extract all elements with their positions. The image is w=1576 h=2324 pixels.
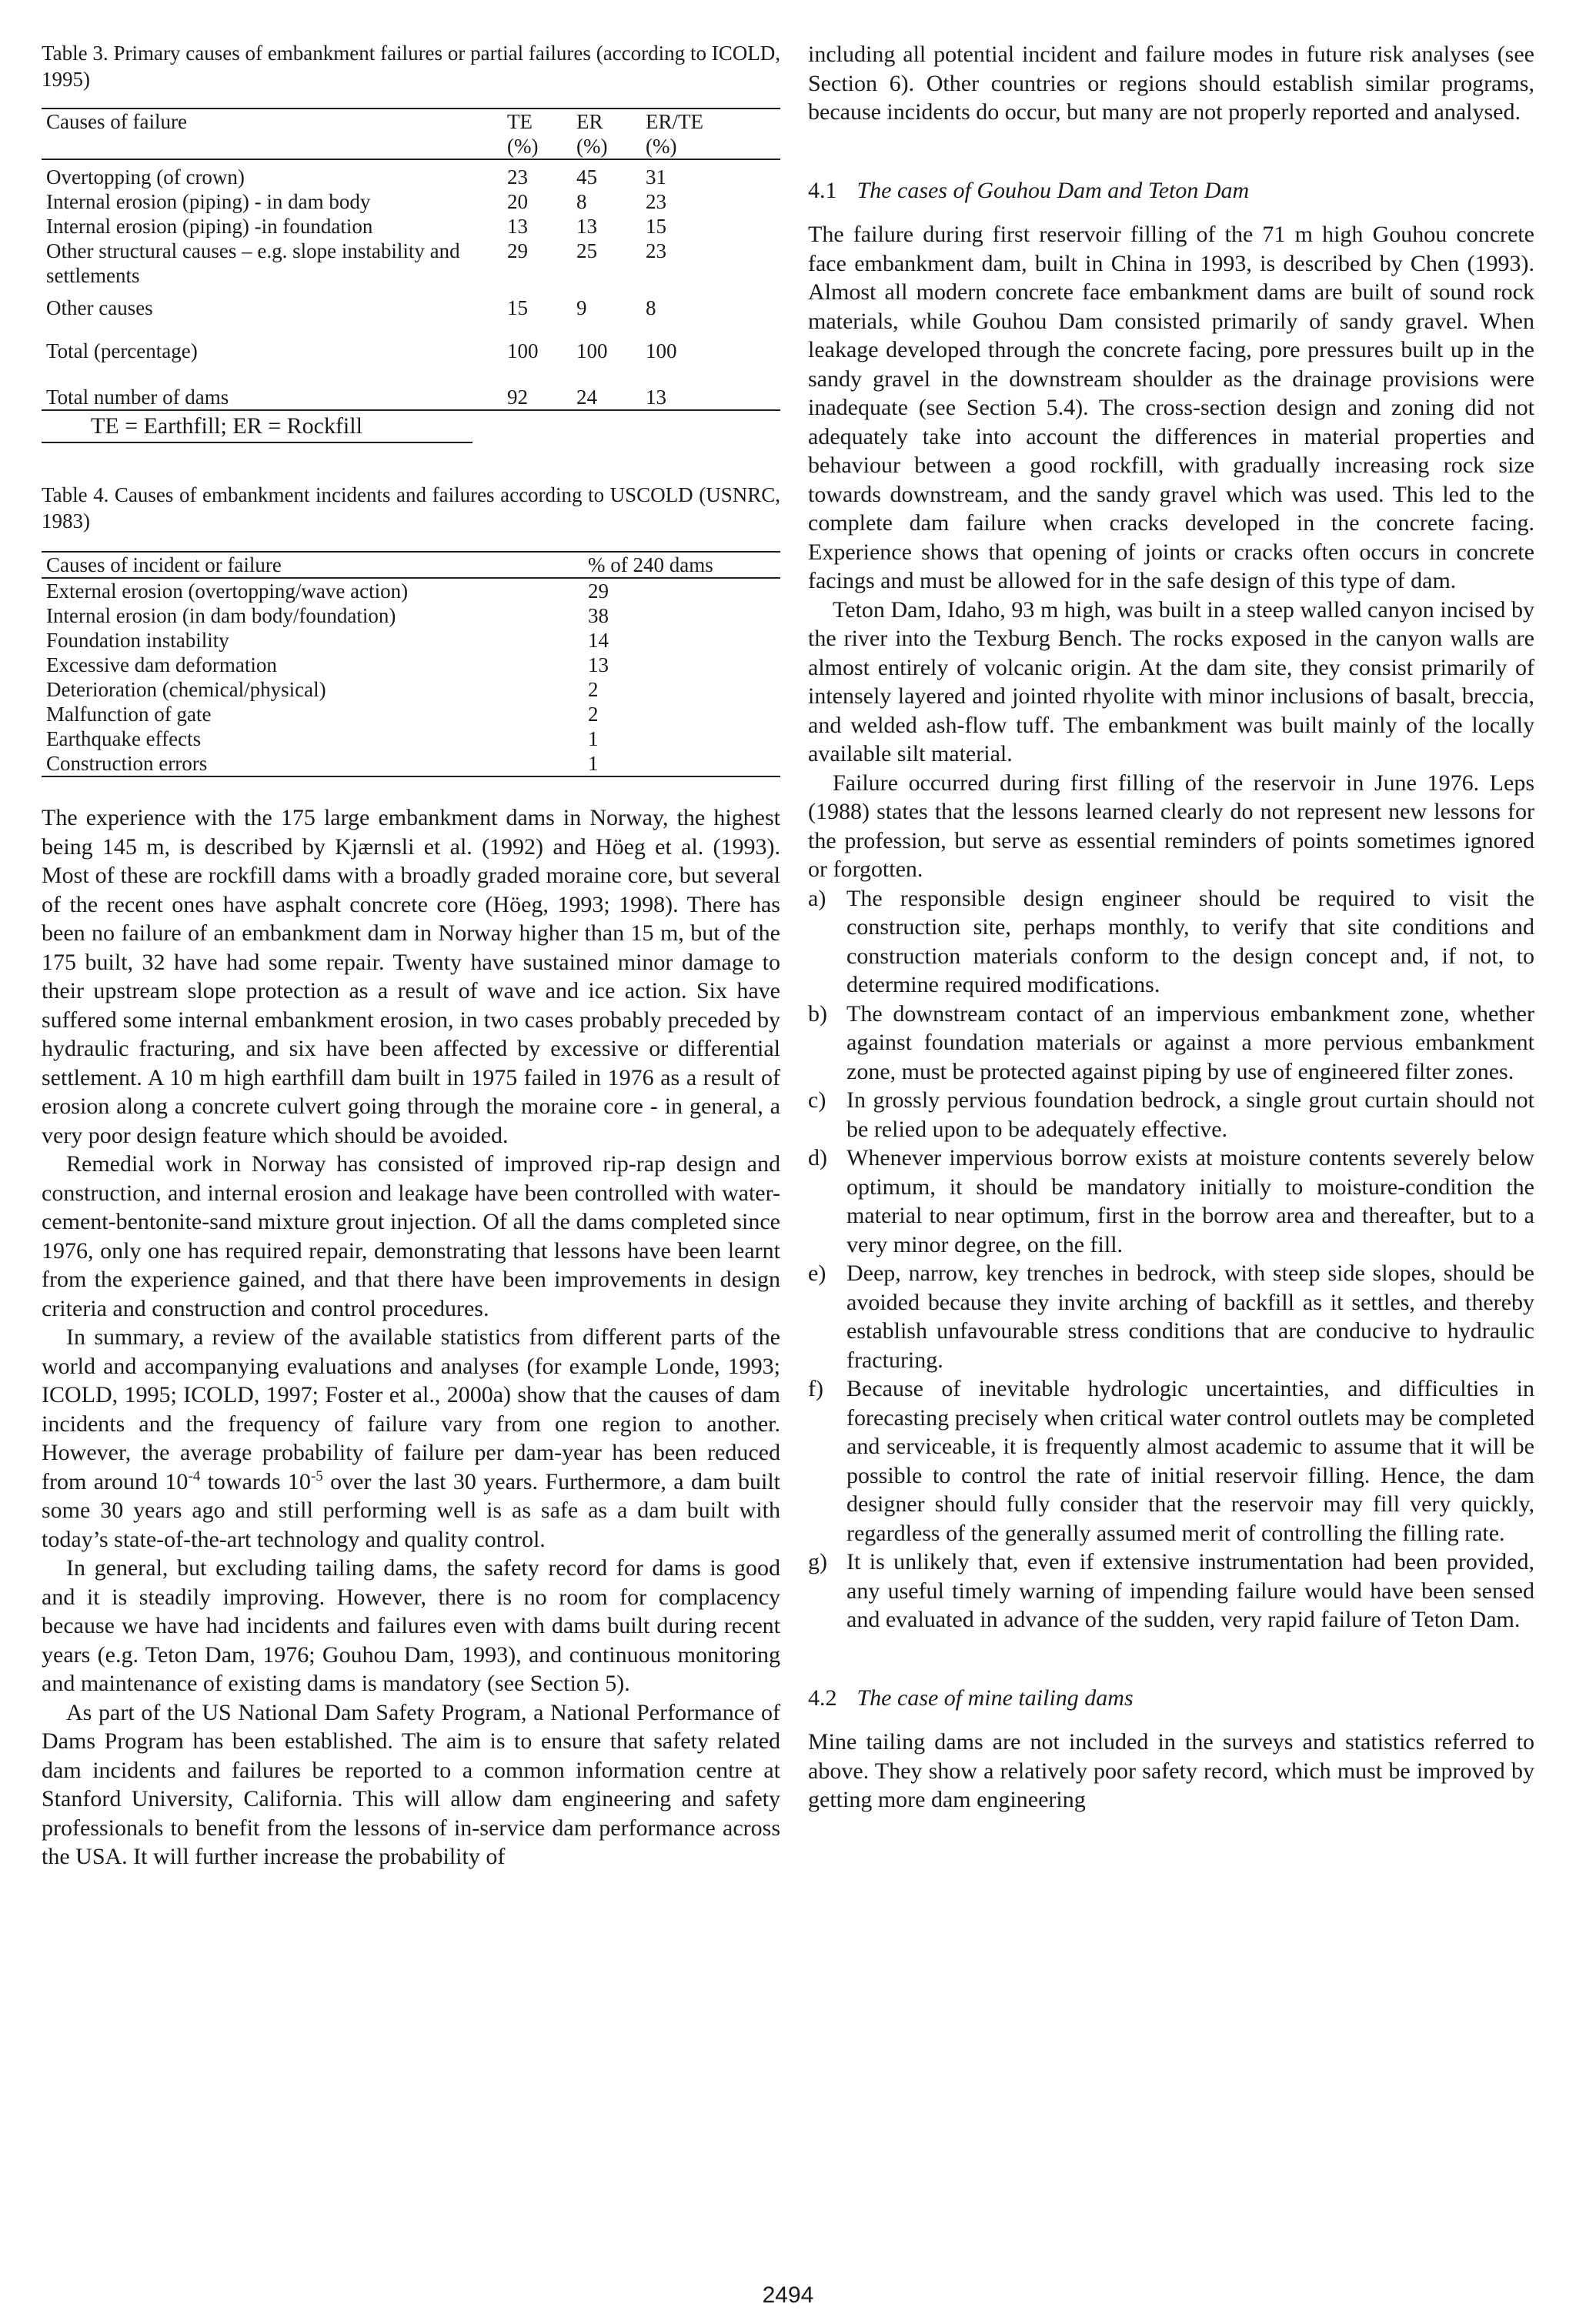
- table-row: Internal erosion (in dam body/foundation) 38: [46, 604, 609, 627]
- table3-unit-te: (%): [507, 135, 539, 158]
- table3: [42, 108, 780, 411]
- table3-unit-er: (%): [576, 135, 608, 158]
- right-column: [808, 40, 1534, 1815]
- table3-legend: TE = Earthfill; ER = Rockfill: [91, 413, 362, 439]
- paragraph-gouhou: The failure during first reservoir filling of the 71 m high Gouhou concrete face embankment dam, built in China in 1993, is described by Chen (1993). Almost all modern concrete face embankment dams are built of sound rock materials, while Gouhou Dam consisted primarily of sandy gravel. When leakage developed through the concrete facing, pore pressures built up in the sandy gravel in the downstream shoulder as the drainage provisions were inadequate (see Section 5.4). The cross-section design and zoning did not adequately take into account the differences in material properties and behaviour between a good rockfill, with gradually increasing rock size towards downstream, and the sandy gravel which was used. This led to the complete dam failure when cracks developed in the concrete facing. Experience shows that opening of joints or cracks often occurs in concrete facings and must be allowed for in the safe design of this type of dam.: [808, 222, 1534, 593]
- table-row: Internal erosion (piping) -in foundation 13 13 15: [46, 215, 666, 238]
- lessons-list: [808, 884, 1534, 1634]
- paragraph-remedial-work: Remedial work in Norway has consisted of improved rip-rap design and construction, and internal erosion and leakage have been controlled with water-cement-bentonite-sand mixture grout injection. Of all the dams completed since 1976, only one has required repair, demonstrating that lessons have been learnt from the experience gained, and that there have been improvements in design criteria and construction and control procedures.: [42, 1151, 780, 1321]
- table-row: Total number of dams 92 24 13: [42, 385, 780, 410]
- table-row: Overtopping (of crown) 23 45 31: [46, 165, 666, 189]
- table3-unit-erte: (%): [646, 135, 677, 158]
- paragraph-tailing-dams: Mine tailing dams are not included in the surveys and statistics referred to above. They show a relatively poor safety record, which must be improved by getting more dam engineering: [808, 1729, 1534, 1812]
- table-row: Internal erosion (piping) - in dam body 20 8 23: [46, 190, 666, 213]
- table-row: Deterioration (chemical/physical) 2: [46, 678, 599, 701]
- table3-header-erte: ER/TE: [646, 110, 703, 133]
- table-row: External erosion (overtopping/wave action) 29: [46, 579, 609, 603]
- table-row: Construction errors 1: [42, 751, 780, 776]
- table-row: Foundation instability 14: [46, 629, 609, 652]
- list-item: a) The responsible design engineer should be required to visit the construction site, perhaps monthly, to verify that site conditions and construction materials conform to the design concept and, if not, to determine required modifications.: [808, 885, 1534, 997]
- list-item: f) Because of inevitable hydrologic uncertainties, and difficulties in forecasting precisely when critical water control outlets may be completed and serviceable, it is frequently almost academic to assume that it will be possible to control the rate of initial reservoir filling. Hence, the dam designer should fully consider that the reservoir may fill very quickly, regardless of the generally assumed merit of controlling the filling rate.: [808, 1376, 1534, 1546]
- table3-header-cause: Causes of failure: [46, 110, 187, 133]
- table-row: Other causes 15 9 8: [46, 296, 656, 319]
- paragraph-intro: including all potential incident and failure modes in future risk analyses (see Section 6). Other countries or regions should establish similar programs, because incidents do occur, but many are not properly reported and analysed.: [808, 42, 1534, 125]
- table-row: Excessive dam deformation 13: [46, 653, 609, 676]
- table-row: Other structural causes – e.g. slope instability and settlements 29 25 23: [46, 239, 666, 287]
- list-item: b) The downstream contact of an impervious embankment zone, whether against foundation materials or against a more pervious embankment zone, must be protected against piping by use of engineered filter zones.: [808, 1000, 1534, 1084]
- table3-header-er: ER: [576, 110, 603, 133]
- list-item: g) It is unlikely that, even if extensive instrumentation had been provided, any useful timely warning of impending failure would have been sensed and evaluated in advance of the sudden, very rapid failure of Teton Dam.: [808, 1549, 1534, 1632]
- list-item: e) Deep, narrow, key trenches in bedrock, with steep side slopes, should be avoided because they invite arching of backfill as it settles, and thereby establish unfavourable stress conditions that are conducive to hydraulic fracturing.: [808, 1261, 1534, 1373]
- paragraph-dam-safety-program: As part of the US National Dam Safety Program, a National Performance of Dams Program has been established. The aim is to ensure that safety related dam incidents and failures be reported to a common information centre at Stanford University, California. This will allow dam engineering and safety professionals to benefit from the lessons of in-service dam performance across the USA. It will further increase the probability of: [42, 1699, 780, 1869]
- left-column: [42, 40, 780, 1872]
- paragraph-failure-occurred: Failure occurred during first filling of the reservoir in June 1976. Leps (1988) states that the lessons learned clearly do not represent new lessons for the profession, but serve as essential reminders of points sometimes ignored or forgotten.: [808, 770, 1534, 882]
- table4-caption: Table 4. Causes of embankment incidents and failures according to USCOLD (USNRC, 1983): [42, 483, 780, 533]
- table3-header-te: TE: [507, 110, 533, 133]
- paragraph-teton: Teton Dam, Idaho, 93 m high, was built in a steep walled canyon incised by the river into the Texburg Bench. The rocks exposed in the canyon walls are almost entirely of volcanic origin. At the dam site, they consist primarily of intensely layered and jointed rhyolite with minor inclusions of basalt, breccia, and welded ash-flow tuff. The embankment was built mainly of the locally available silt material.: [808, 596, 1534, 766]
- table-row: Malfunction of gate 2: [46, 703, 599, 726]
- list-item: c) In grossly pervious foundation bedrock, a single grout curtain should not be relied upon to be adequately effective.: [808, 1087, 1534, 1142]
- table-row: Earthquake effects 1: [46, 727, 599, 750]
- section-heading-4-2: 4.2 The case of mine tailing dams: [808, 1685, 1134, 1711]
- section-heading-4-1: 4.1 The cases of Gouhou Dam and Teton Dam: [808, 177, 1250, 203]
- table4-header-cause: Causes of incident or failure: [46, 553, 282, 576]
- page-number: 2494: [762, 2282, 814, 2308]
- paragraph-summary: In summary, a review of the available statistics from different parts of the world and accompanying evaluations and analyses (for example Londe, 1993; ICOLD, 1995; ICOLD, 1997; Foster et al., 2000a) show that the causes of dam incidents and the frequency of failure vary from one region to another. However, the average probability of failure per dam-year has been reduced from around $10^{-4}$ towards $10^{-5}$ over the last 30 years. Furthermore, a dam built some 30 years ago and still performing well is as safe as a dam built with today’s state-of-the-art technology and quality control.: [42, 1324, 780, 1552]
- paragraph-safety-record: In general, but excluding tailing dams, the safety record for dams is good and it is steadily improving. However, there is no room for complacency because we have had incidents and failures even with dams built during recent years (e.g. Teton Dam, 1976; Gouhou Dam, 1993), and continuous monitoring and maintenance of existing dams is mandatory (see Section 5).: [42, 1555, 780, 1696]
- table4: [42, 551, 780, 777]
- paragraph-norway-experience: The experience with the 175 large embankment dams in Norway, the highest being 145 m, is described by Kjærnsli et al. (1992) and Höeg et al. (1993). Most of these are rockfill dams with a broadly graded moraine core, but several of the recent ones have asphalt concrete core (Höeg, 1993; 1998). There has been no failure of an embankment dam in Norway higher than 15 m, but of the 175 built, 32 have had some repair. Twenty have sustained minor damage to their upstream slope protection as a result of wave and ice action. Six have suffered some internal embankment erosion, in two cases probably preceded by hydraulic fracturing, and six have been affected by excessive or differential settlement. A 10 m high earthfill dam built in 1975 failed in 1976 as a result of erosion along a concrete culvert going through the moraine core - in general, a very poor design feature which should be avoided.: [42, 805, 780, 1148]
- table3-caption: Table 3. Primary causes of embankment failures or partial failures (according to ICOLD, 1995): [42, 42, 780, 91]
- table4-header-pct: % of 240 dams: [588, 553, 713, 576]
- table-row: Total (percentage) 100 100 100: [46, 339, 677, 362]
- list-item: d) Whenever impervious borrow exists at moisture contents severely below optimum, it should be mandatory initially to moisture-condition the material to near optimum, first in the borrow area and thereafter, but to a very minor degree, on the fill.: [808, 1145, 1534, 1257]
